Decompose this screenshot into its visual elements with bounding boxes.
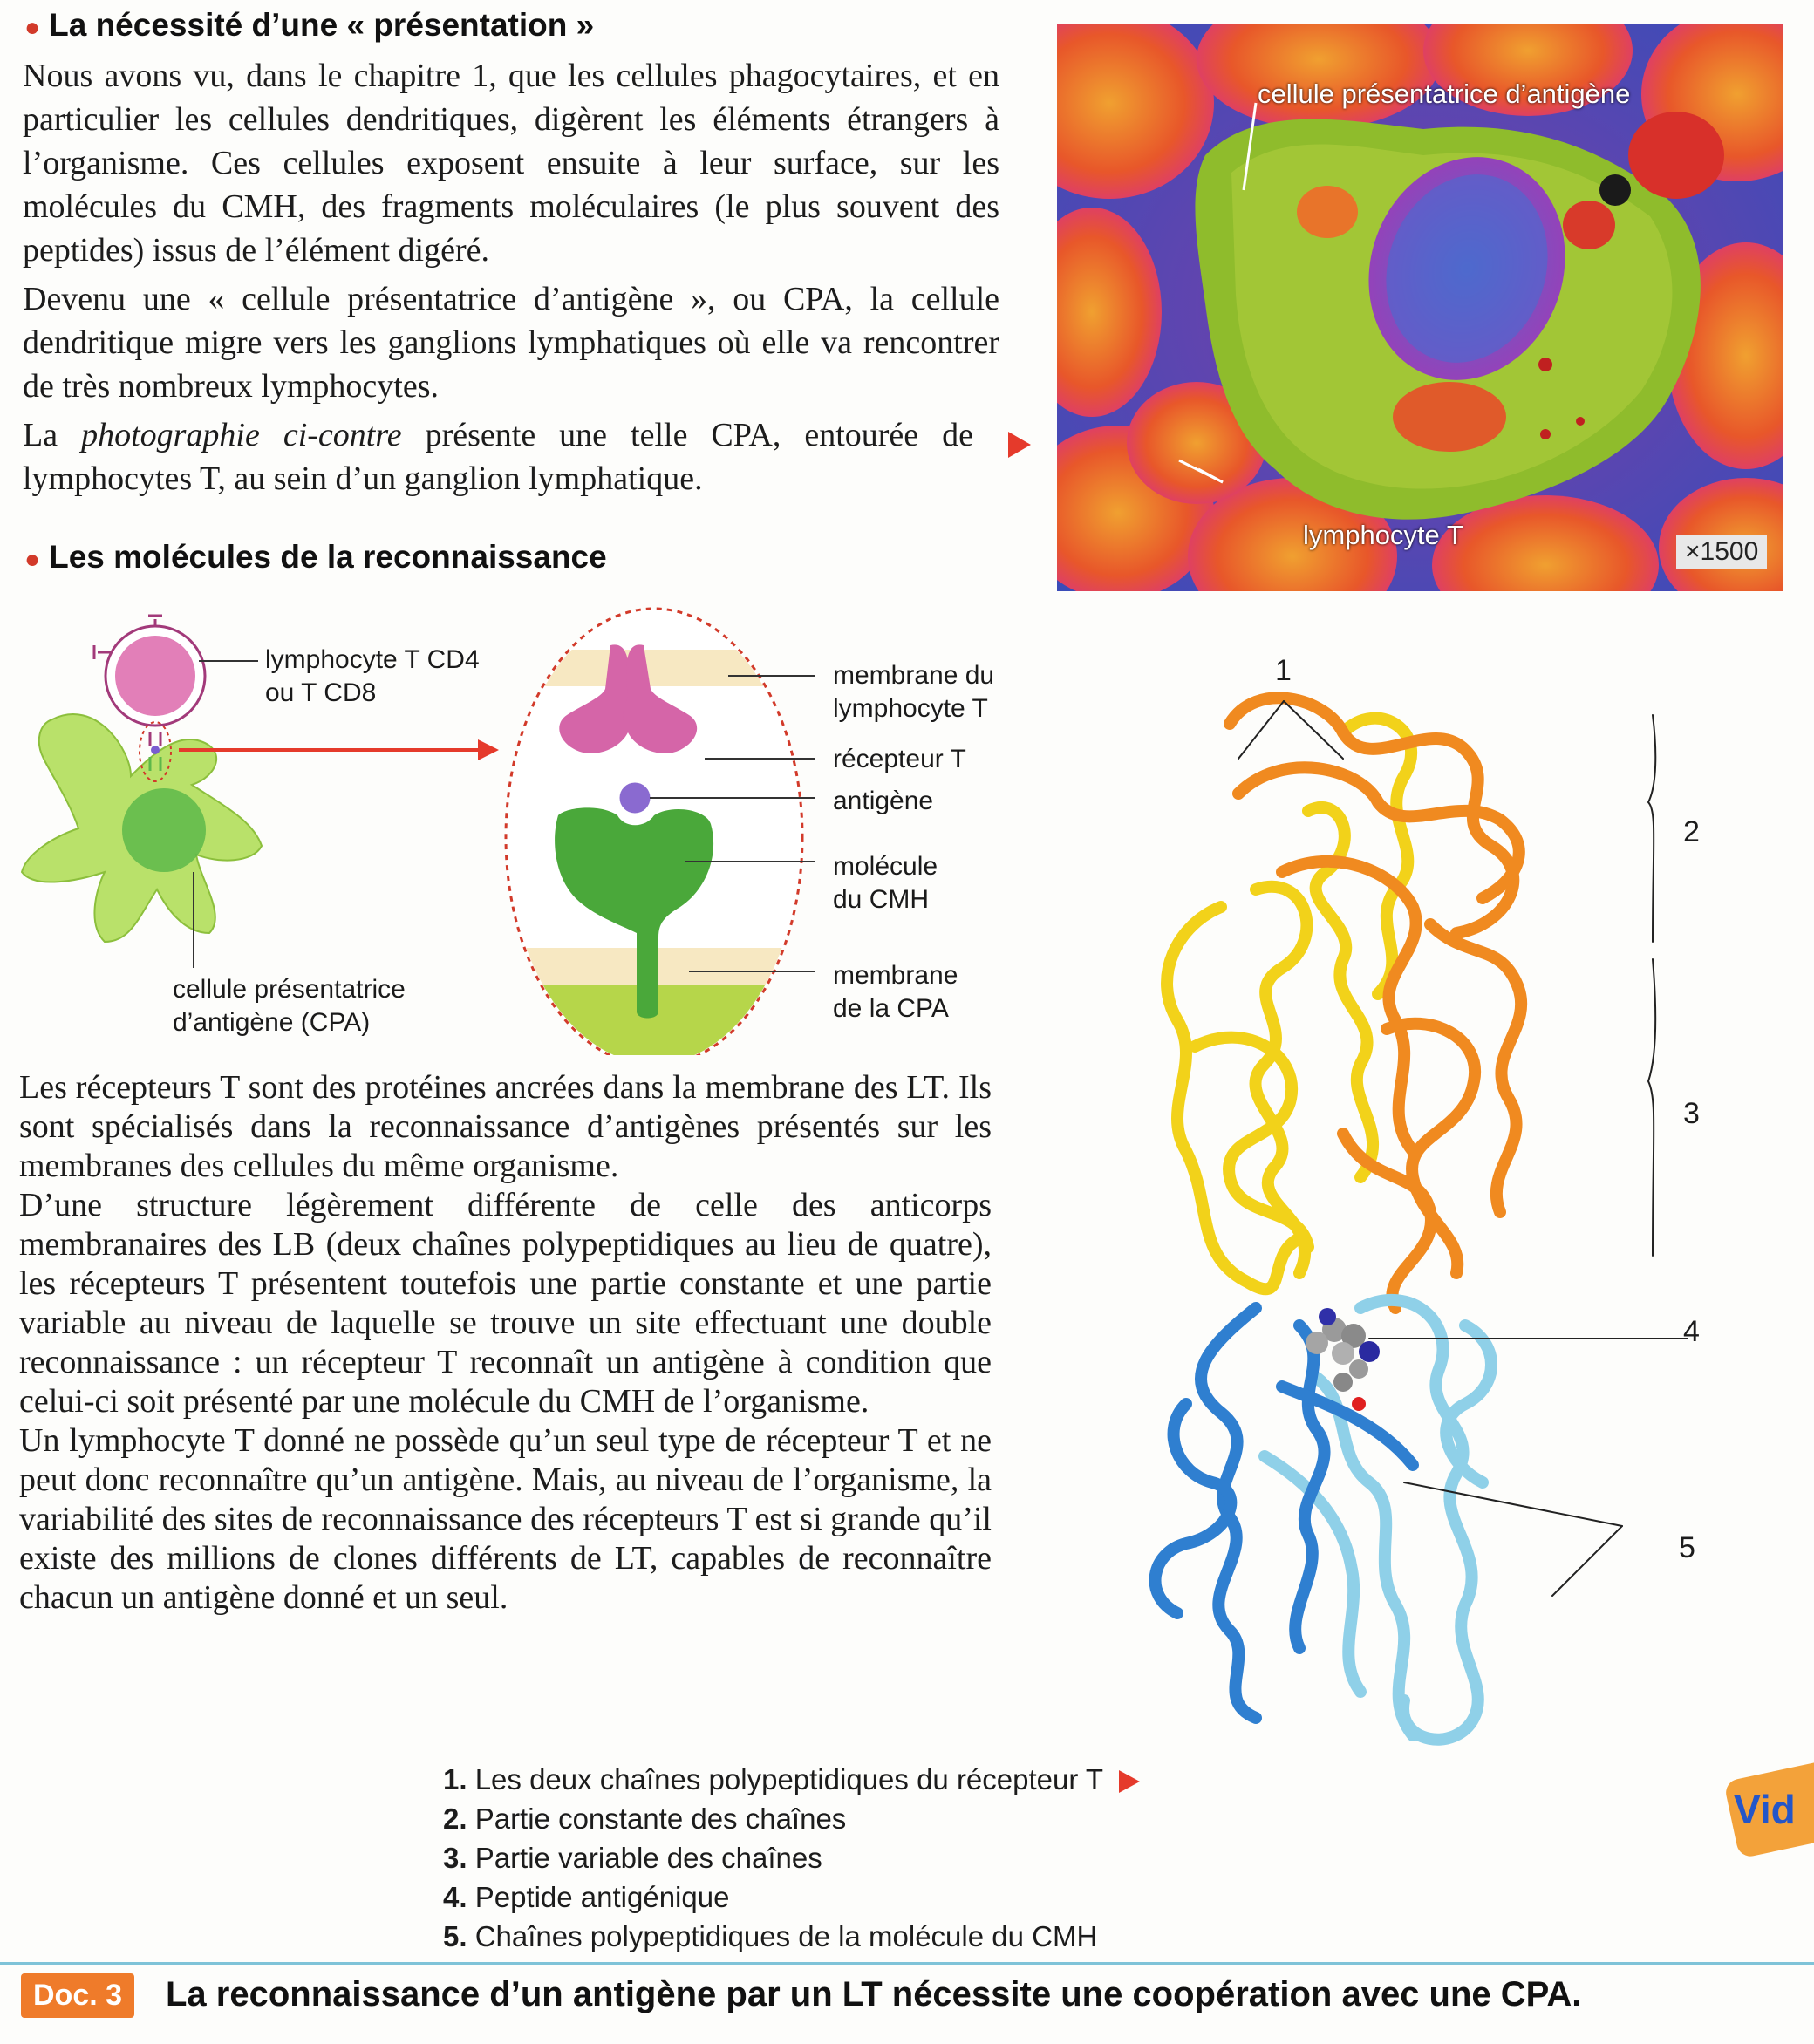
legend-item: 2. Partie constante des chaînes: [443, 1802, 847, 1835]
section-heading-presentation: ● La nécessité d’une « présentation »: [24, 7, 595, 43]
model-pointer-icon: [1119, 1770, 1140, 1793]
figure-legend: [443, 1760, 1140, 1956]
diagram-label-mhc: molécule du CMH: [833, 852, 938, 914]
receptor-3d-model: [1081, 645, 1762, 1796]
section-heading-molecules: ● Les molécules de la reconnaissance: [24, 539, 607, 575]
legend-item: 3. Partie variable des chaînes: [443, 1842, 822, 1874]
legend-item: 1. Les deux chaînes polypeptidiques du récepteur T: [443, 1760, 1140, 1799]
doc-badge: Doc. 3: [21, 1973, 134, 2018]
paragraph: Devenu une « cellule présentatrice d’antigène », ou CPA, la cellule dendritique migre vers les ganglions lymphatiques où elle va rencontrer de très nombreux lymphocytes.: [23, 281, 999, 405]
diagram-label-antigen: antigène: [833, 787, 934, 815]
model-number-4: 4: [1683, 1315, 1700, 1348]
micrograph-label-cpa: cellule présentatrice d’antigène: [1258, 78, 1631, 109]
video-badge[interactable]: [1725, 1753, 1814, 1857]
model-number-1: 1: [1275, 654, 1292, 687]
photo-pointer-icon: [1008, 432, 1031, 458]
paragraph: La photographie ci-contre présente une telle CPA, entourée de lymphocytes T, au sein d’un ganglion lymphatique.: [23, 417, 974, 497]
caption-title: La reconnaissance d’un antigène par un LT nécessite une coopération avec une CPA.: [166, 1975, 1582, 2013]
micrograph-label-lt: lymphocyte T: [1303, 520, 1463, 550]
caption-divider: [0, 1962, 1814, 1965]
body-text: [19, 1068, 992, 1618]
video-badge-label: Vid: [1734, 1787, 1796, 1832]
diagram-label-lymphocyte: lymphocyte T CD4 ou T CD8: [265, 645, 480, 707]
diagram-label-receptor: récepteur T: [833, 745, 966, 773]
model-number-5: 5: [1679, 1531, 1695, 1564]
legend-item: 5. Chaînes polypeptidiques de la molécule du CMH: [443, 1920, 1098, 1952]
lymphocyte-shape: [94, 616, 205, 726]
model-number-3: 3: [1683, 1097, 1700, 1130]
paragraph: D’une structure légèrement différente de celle des anticorps membranaires des LB (deux chaînes polypeptidiques au lieu de quatre), les récepteurs T présentent toutefois une partie constante et une partie variable au niveau de laquelle se trouve un site effectuant une double reconnaissance : un récepteur T reconnaît un antigène à condition que celui-ci soit présenté par une molécule du CMH de l’organisme.: [19, 1187, 992, 1420]
bullet-icon: ●: [24, 13, 41, 42]
micrograph-cpa: [1057, 24, 1783, 591]
section1-text: [23, 54, 999, 501]
diagram-label-membrane-cpa: membrane de la CPA: [833, 961, 958, 1023]
blue-chain: [1156, 1308, 1413, 1718]
paragraph: Un lymphocyte T donné ne possède qu’un seul type de récepteur T et ne peut donc reconnaître qu’un antigène. Mais, au niveau de l’organisme, la variabilité des sites de reconnaissance des récepteurs T est si grande qu’il existe des millions de clones différents de LT, capables de reconnaître chacun un antigène donné et un seul.: [19, 1422, 992, 1616]
paragraph: Les récepteurs T sont des protéines ancrées dans la membrane des LT. Ils sont spécialisés dans la reconnaissance d’antigènes présentés sur les membranes des cellules du même organisme.: [19, 1069, 992, 1184]
model-number-2: 2: [1683, 815, 1700, 848]
paragraph: Nous avons vu, dans le chapitre 1, que les cellules phagocytaires, et en particulier les cellules dendritiques, digèrent les éléments étrangers à l’organisme. Ces cellules exposent ensuite à leur surface, sur les molécules du CMH, des fragments moléculaires (le plus souvent des peptides) issus de l’élément digéré.: [23, 58, 999, 269]
diagram-label-membrane-lt: membrane du lymphocyte T: [833, 661, 995, 723]
diagram-label-cpa: cellule présentatrice d’antigène (CPA): [173, 975, 406, 1037]
bullet-icon: ●: [24, 545, 41, 574]
legend-item: 4. Peptide antigénique: [443, 1881, 730, 1913]
magnification-badge: ×1500: [1676, 535, 1767, 569]
